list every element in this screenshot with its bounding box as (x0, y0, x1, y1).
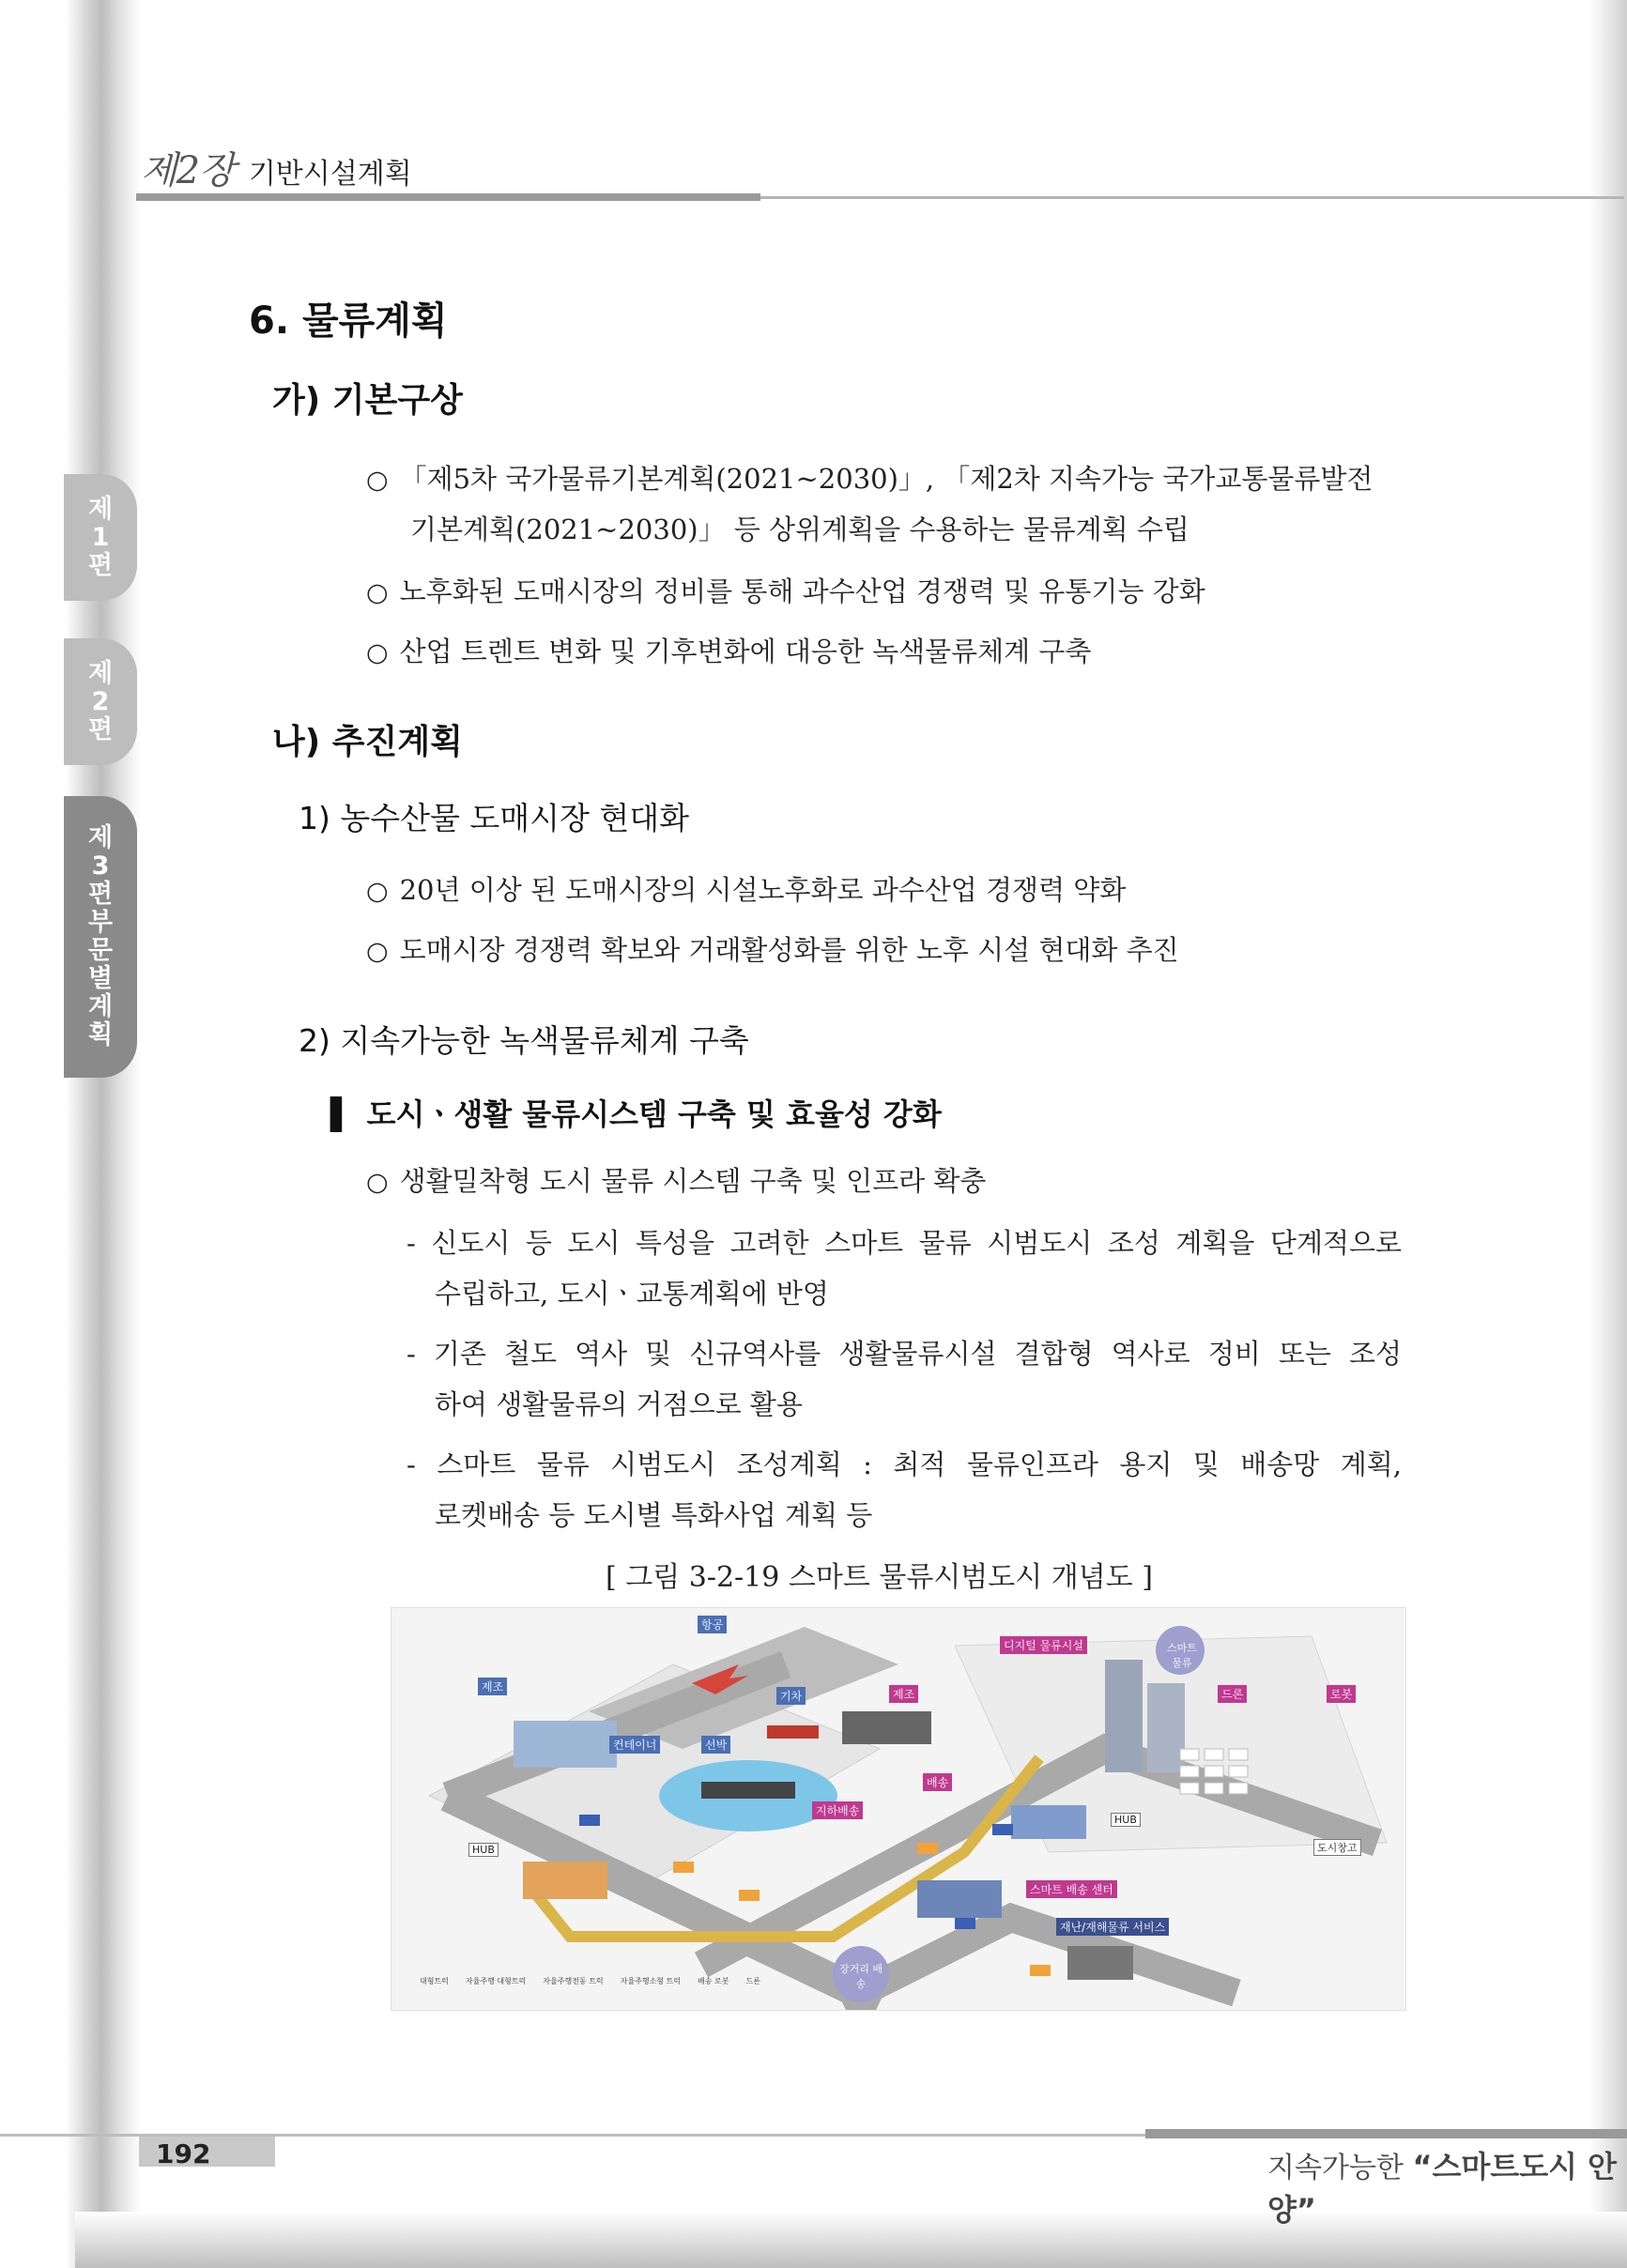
legend-item: 자율주행전동 트럭 (543, 1977, 604, 1985)
side-tab-part-2[interactable]: 제 2 편 (64, 638, 137, 765)
list-item: ○ 노후화된 도매시장의 정비를 통해 과수산업 경쟁력 및 유통기능 강화 (366, 575, 1205, 607)
figure-label-long-distance: 장거리 배송 (838, 1963, 883, 1990)
circle-bullet-icon: ○ (366, 466, 389, 495)
circle-bullet-icon: ○ (366, 1168, 389, 1197)
page-number: 192 (156, 2138, 211, 2169)
figure-label-city-warehouse: 도시창고 (1313, 1839, 1361, 1856)
figure-label-smart-delivery-center: 스마트 배송 센터 (1026, 1880, 1117, 1898)
dash-item: - 기존 철도 역사 및 신규역사를 생활물류시설 결합형 역사로 정비 또는 조성 (407, 1338, 1402, 1370)
concept-illustration (391, 1608, 1405, 2010)
dash-item-continuation: 하여 생활물류의 거점으로 활용 (435, 1388, 803, 1420)
smart-logistics-concept-figure (391, 1607, 1406, 2011)
page-edge-right (1589, 0, 1627, 2268)
bold-heading: ▌ 도시ㆍ생활 물류시스템 구축 및 효율성 강화 (330, 1096, 942, 1132)
list-item-continuation: 기본계획(2021~2030)」 등 상위계획을 수용하는 물류계획 수립 (410, 513, 1190, 545)
figure-label-underground-delivery: 지하배송 (812, 1801, 863, 1819)
list-item: ○ 생활밀착형 도시 물류 시스템 구축 및 인프라 확충 (366, 1165, 987, 1197)
circle-bullet-icon: ○ (366, 877, 389, 906)
subsection-title-basic-concept: 가) 기본구상 (272, 381, 463, 420)
figure-label-container: 컨테이너 (609, 1736, 660, 1754)
figure-label-delivery: 배송 (923, 1773, 952, 1791)
figure-label-hub-2: HUB (1111, 1813, 1141, 1827)
side-tab-part-3[interactable]: 제 3 편 부 문 별 계 획 (64, 796, 137, 1078)
figure-label-airport: 항공 (698, 1616, 727, 1633)
figure-label-ship: 선박 (701, 1736, 730, 1754)
legend-item: 자율주행소형 트럭 (620, 1977, 682, 1985)
figure-label-manufacture: 제조 (478, 1678, 507, 1695)
figure-label-robot: 로봇 (1327, 1685, 1356, 1703)
chapter-header (141, 141, 412, 194)
footer-accent-bar (1145, 2129, 1627, 2138)
page-edge-left (0, 0, 141, 2268)
figure-label-drone: 드론 (1218, 1685, 1247, 1703)
figure-label-train: 기차 (776, 1687, 806, 1705)
dash-item: - 신도시 등 도시 특성을 고려한 스마트 물류 시범도시 조성 계획을 단계적으로 (407, 1227, 1402, 1259)
figure-caption: [ 그림 3-2-19 스마트 물류시범도시 개념도 ] (606, 1561, 1153, 1594)
dash-item-continuation: 수립하고, 도시ㆍ교통계획에 반영 (435, 1278, 829, 1310)
book-title: 지속가능한 “스마트도시 안양” (1267, 2149, 1618, 2228)
section-title: 6. 물류계획 (249, 299, 448, 343)
dash-item-continuation: 로켓배송 등 도시별 특화사업 계획 등 (435, 1499, 873, 1531)
list-item: ○ 「제5차 국가물류기본계획(2021~2030)」, 「제2차 지속가능 국가교통물류발전 (366, 463, 1374, 495)
figure-label-disaster-logistics: 재난/재해물류 서비스 (1056, 1918, 1169, 1936)
figure-label-digital-logistics: 디지털 물류시설 (1000, 1636, 1087, 1654)
circle-bullet-icon: ○ (366, 578, 389, 607)
side-tab-part-1[interactable]: 제 1 편 (64, 474, 137, 601)
figure-label-hub: HUB (468, 1843, 499, 1857)
item-title-wholesale-market: 1) 농수산물 도매시장 현대화 (299, 800, 689, 836)
figure-label-manufacture-2: 제조 (889, 1685, 918, 1703)
circle-bullet-icon: ○ (366, 638, 389, 667)
header-rule-thick (136, 193, 760, 201)
figure-label-smart-logistics: 스마트 물류 (1167, 1642, 1197, 1669)
chapter-title: 기반시설계획 (248, 158, 412, 191)
dash-item: - 스마트 물류 시범도시 조성계획 : 최적 물류인프라 용지 및 배송망 계획, (407, 1448, 1402, 1480)
item-title-green-logistics: 2) 지속가능한 녹색물류체계 구축 (299, 1022, 749, 1059)
legend-item: 자율주행 대형트럭 (465, 1977, 527, 1985)
list-item: ○ 산업 트렌트 변화 및 기후변화에 대응한 녹색물류체계 구축 (366, 636, 1092, 667)
subsection-title-plan: 나) 추진계획 (272, 723, 463, 761)
chapter-number: 제2장 (141, 149, 235, 192)
header-rule-thin (760, 196, 1624, 199)
square-bullet-icon: ▌ (330, 1096, 354, 1132)
legend-item: 대형트럭 (420, 1977, 449, 1985)
circle-bullet-icon: ○ (366, 937, 389, 966)
legend-item: 배송 로봇 (698, 1977, 729, 1985)
figure-legend (420, 1976, 760, 1986)
list-item: ○ 도매시장 경쟁력 확보와 거래활성화를 위한 노후 시설 현대화 추진 (366, 934, 1179, 966)
legend-item: 드론 (745, 1977, 760, 1985)
list-item: ○ 20년 이상 된 도매시장의 시설노후화로 과수산업 경쟁력 약화 (366, 874, 1127, 906)
